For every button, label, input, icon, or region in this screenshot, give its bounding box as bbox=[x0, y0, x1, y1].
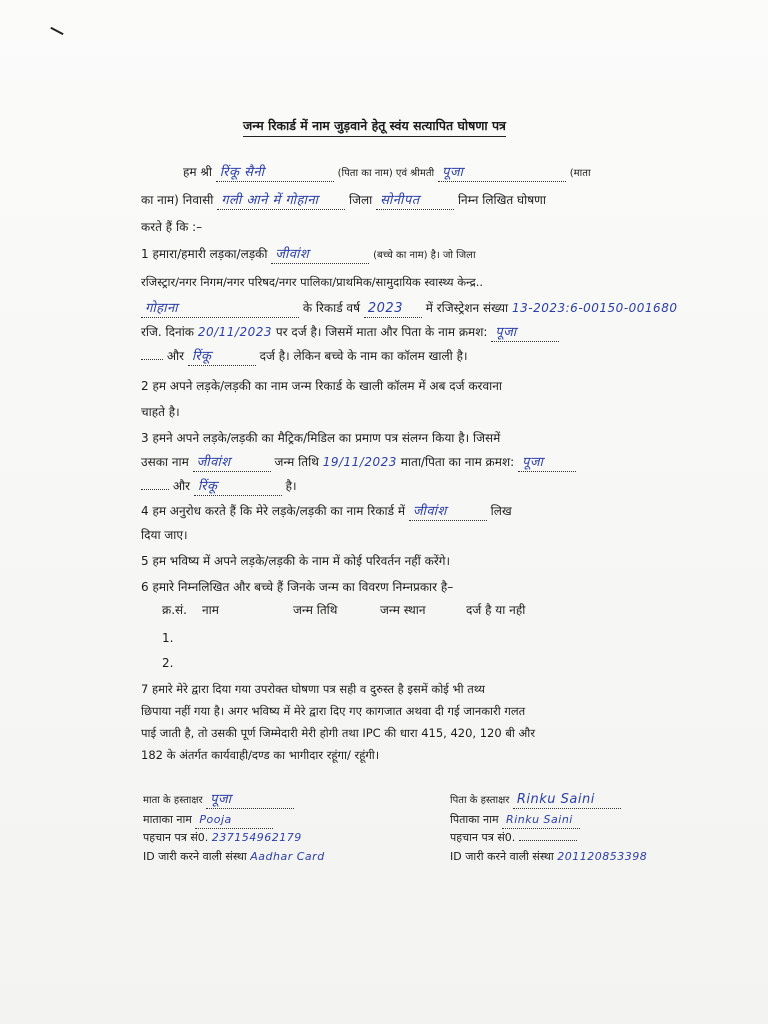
item7-line-4: 182 के अंतर्गत कार्यवाही/दण्ड का भागीदार रहूंगा/ रहूंगी। bbox=[141, 748, 380, 762]
father-name-sign: Rinku Saini bbox=[502, 812, 580, 829]
dob-handwritten: 19/11/2023 bbox=[322, 455, 397, 469]
mother-name-sign: Pooja bbox=[195, 812, 273, 829]
mother-2-handwritten: पूजा bbox=[518, 455, 576, 472]
mother-id-org: Aadhar Card bbox=[250, 850, 325, 863]
place-handwritten: गोहाना bbox=[141, 301, 299, 318]
address-handwritten: गली आने में गोहाना bbox=[217, 193, 345, 210]
pen-mark bbox=[50, 27, 63, 35]
mother-signature: पूजा bbox=[206, 792, 294, 809]
item3-line-2: उसका नाम जीवांश जन्म तिथि 19/11/2023 माता/पिता का नाम क्रमश: पूजा bbox=[141, 454, 576, 472]
item4-line-2: दिया जाए। bbox=[141, 528, 188, 542]
district-handwritten: सोनीपत bbox=[376, 193, 454, 210]
item6-line-1: 6 हमारे निम्नलिखित और बच्चे हैं जिनके जन्म का विवरण निम्नप्रकार है– bbox=[141, 580, 454, 594]
father-id-org: 201120853398 bbox=[557, 850, 648, 863]
item6-header-name: नाम bbox=[202, 603, 219, 617]
item6-row-1: 1. bbox=[162, 631, 174, 645]
mother-name-handwritten: पूजा bbox=[438, 165, 566, 182]
father-name-handwritten: रिंकू सैनी bbox=[216, 165, 334, 182]
child-name-2-handwritten: जीवांश bbox=[193, 455, 271, 472]
item1-line-2: रजिस्ट्रार/नगर निगम/नगर परिषद/नगर पालिका/प्राथमिक/सामुदायिक स्वास्थ्य केन्द्र.. bbox=[141, 275, 484, 289]
child-name-handwritten: जीवांश bbox=[271, 247, 369, 264]
item7-line-3: पाई जाती है, तो उसकी पूर्ण जिम्मेदारी मेरी होगी तथा IPC की धारा 415, 420, 120 बी और bbox=[141, 726, 536, 740]
item2-line-1: 2 हम अपने लड़के/लड़की का नाम जन्म रिकार्ड के खाली कॉलम में अब दर्ज करवाना bbox=[141, 379, 503, 393]
item6-header-status: दर्ज है या नही bbox=[466, 603, 526, 617]
reg-date-handwritten: 20/11/2023 bbox=[197, 325, 273, 339]
document-title: जन्म रिकार्ड में नाम जुड़वाने हेतू स्वंय सत्यापित घोषणा पत्र bbox=[243, 117, 506, 137]
item3-line-1: 3 हमने अपने लड़के/लड़की का मैट्रिक/मिडिल का प्रमाण पत्र संलग्न किया है। जिसमें bbox=[141, 431, 501, 445]
item6-header-place: जन्म स्थान bbox=[380, 603, 426, 617]
item1-line-5: और रिंकू दर्ज है। लेकिन बच्चे के नाम का कॉलम खाली है। bbox=[141, 348, 468, 366]
item4-line-1: 4 हम अनुरोध करते हैं कि मेरे लड़के/लड़की का नाम रिकार्ड में जीवांश लिख bbox=[141, 504, 512, 519]
year-handwritten: 2023 bbox=[364, 301, 422, 318]
intro-line-2: का नाम) निवासी गली आने में गोहाना जिला सोनीपत निम्न लिखित घोषणा bbox=[141, 193, 546, 208]
item7-line-2: छिपाया नहीं गया है। अगर भविष्य में मेरे द्वारा दिए गए कागजात अथवा दी गई जानकारी गलत bbox=[141, 704, 526, 718]
item6-header-sno: क्र.सं. bbox=[162, 603, 187, 617]
child-name-3-handwritten: जीवांश bbox=[409, 504, 487, 521]
item6-header-dob: जन्म तिथि bbox=[293, 603, 338, 617]
item3-line-3: और रिंकू है। bbox=[141, 478, 297, 496]
item1-line-1: 1 हमारा/हमारी लड़का/लड़की जीवांश (बच्चे का नाम) है। जो जिला bbox=[141, 247, 476, 262]
item2-line-2: चाहते है। bbox=[141, 405, 180, 419]
father-2-handwritten: रिंकू bbox=[194, 479, 282, 496]
intro-line-3: करते हैं कि :– bbox=[141, 220, 203, 234]
item7-line-1: 7 हमारे मेरे द्वारा दिया गया उपरोक्त घोषणा पत्र सही व दुरुस्त है इसमें कोई भी तथ्य bbox=[141, 682, 485, 696]
item1-line-4: रजि. दिनांक 20/11/2023 पर दर्ज है। जिसमें माता और पिता के नाम क्रमश: पूजा bbox=[141, 324, 559, 342]
father-handwritten: रिंकू bbox=[188, 349, 256, 366]
intro-line-1: हम श्री रिंकू सैनी (पिता का नाम) एवं श्रीमती पूजा (माता bbox=[183, 165, 591, 180]
mother-id-number: 237154962179 bbox=[211, 831, 302, 844]
mother-handwritten: पूजा bbox=[491, 325, 559, 342]
father-signature: Rinku Saini bbox=[513, 792, 621, 809]
document-page: जन्म रिकार्ड में नाम जुड़वाने हेतू स्वंय सत्यापित घोषणा पत्र हम श्री रिंकू सैनी (पिता का नाम) एवं श्रीमती पूजा (माता का नाम) निवासी गली आने में गोहाना जिला सोनीपत निम्न लिखित घोषणा करते हैं कि :– 1 हमारा/हमारी लड़का/लड़की जीवांश (बच्चे का नाम) है। जो जिला रजिस्ट्रार/नगर निगम/नगर परिषद/नगर पालिका/प्राथमिक/सामुदायिक स्वास्थ्य केन्द्र.. गोहाना के रिकार्ड वर्ष 2023 में रजिस्ट्रेशन संख्या 13-2023:6-00150-001680 रजि. दिनांक 20/11/2023 पर दर्ज है। जिसमें माता और पिता के नाम क्रमश: पूजा और रिंकू दर्ज है। लेकिन बच्चे के नाम का कॉलम खाली है। 2 हम अपने लड़के/लड़की का नाम जन्म रिकार्ड के खाली कॉलम में अब दर्ज करवाना चाहते है। 3 हमने अपने लड़के/लड़की का मैट्रिक/मिडिल का प्रमाण पत्र संलग्न किया है। जिसमें उसका नाम जीवांश जन्म तिथि 19/11/2023 माता/पिता का नाम क्रमश: पूजा और रिंकू है। 4 हम अनुरोध करते हैं कि मेरे लड़के/लड़की का नाम रिकार्ड में जीवांश लिख दिया जाए। 5 हम भविष्य में अपने लड़के/लड़की के नाम में कोई परिवर्तन नहीं करेंगे। 6 हमारे निम्नलिखित और बच्चे हैं जिनके जन्म का विवरण निम्नप्रकार है– क्र.सं. नाम जन्म तिथि जन्म स्थान दर्ज है या नही 1. 2. 7 हमारे मेरे द्वारा दिया गया उपरोक्त घोषणा पत्र सही व दुरुस्त है इसमें कोई भी तथ्य छिपाया नहीं गया है। अगर भविष्य में मेरे द्वारा दिए गए कागजात अथवा दी गई जानकारी गलत पाई जाती है, तो उसकी पूर्ण जिम्मेदारी मेरी होगी तथा IPC की धारा 415, 420, 120 बी और 182 के अंतर्गत कार्यवाही/दण्ड का भागीदार रहूंगा/ रहूंगी। माता के हस्ताक्षर पूजा माताका नाम Pooja पहचान पत्र सं0. 237154962179 ID जारी करने वाली संस्था Aadhar Card पिता के हस्ताक्षर Rinku Saini पिताका नाम Rinku Saini पहचान पत्र सं0. ID जारी करने वाली संस्था 201120853398 bbox=[0, 0, 768, 1024]
item5-line: 5 हम भविष्य में अपने लड़के/लड़की के नाम में कोई परिवर्तन नहीं करेंगे। bbox=[141, 554, 451, 568]
reg-no-handwritten: 13-2023:6-00150-001680 bbox=[512, 301, 678, 315]
item1-line-3: गोहाना के रिकार्ड वर्ष 2023 में रजिस्ट्रेशन संख्या 13-2023:6-00150-001680 bbox=[141, 300, 677, 318]
item6-row-2: 2. bbox=[162, 656, 174, 670]
